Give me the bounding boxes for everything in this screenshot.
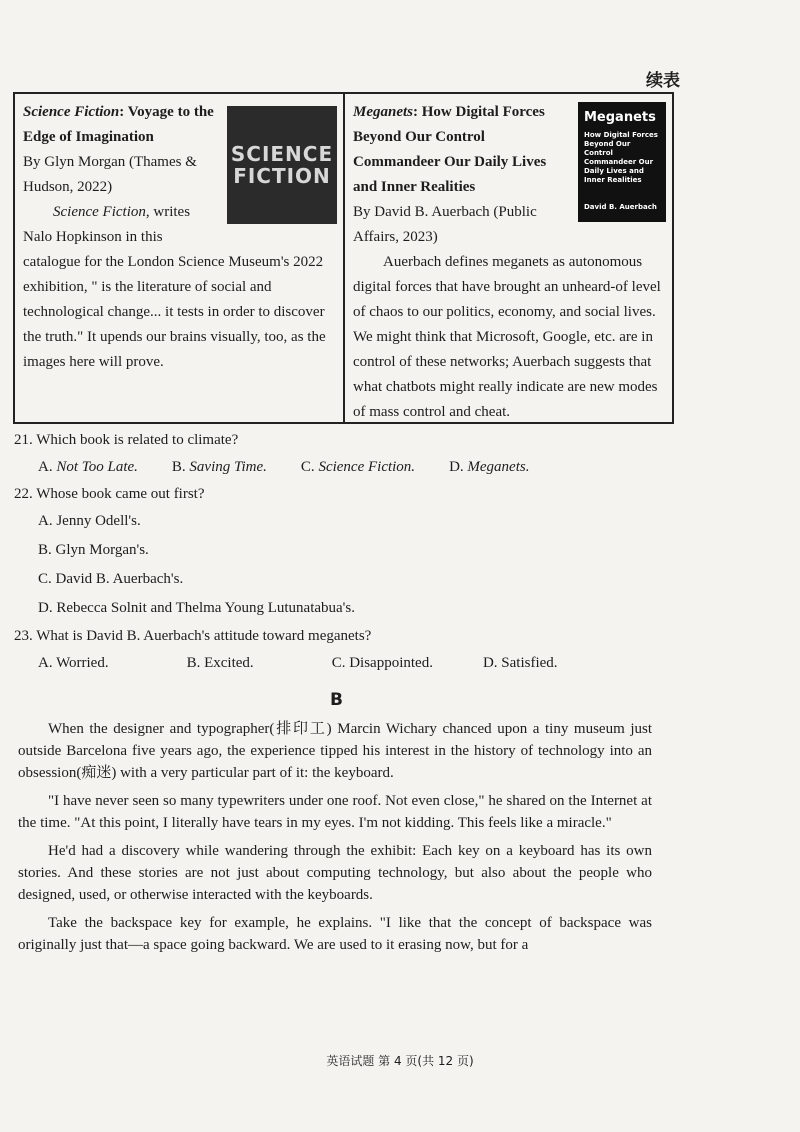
option: [301, 453, 415, 481]
question-stem: 23. What is David B. Auerbach's attitude toward meganets?: [14, 628, 372, 644]
option: [332, 649, 433, 677]
option-letter: C.: [38, 571, 56, 587]
option: [449, 453, 529, 481]
book-review: Auerbach defines meganets as autonomous digital forces that have brought an unheard-of level of chaos to our politics, economy, and social lives. We might think that Microsoft, Google, etc. are in control of these networks; Auerbach suggests that what chatbots might really indicate are new modes of mass control and cheat.: [353, 254, 661, 420]
option-letter: D.: [449, 459, 468, 475]
option-text: Excited.: [204, 655, 254, 671]
option-text: Meganets.: [467, 459, 530, 475]
question-stem: 22. Whose book came out first?: [14, 486, 205, 502]
review-title-italic: Science Fiction: [53, 204, 146, 220]
option-text: Jenny Odell's.: [56, 513, 141, 529]
option-letter: D.: [482, 655, 502, 671]
passage-paragraph: He'd had a discovery while wandering through the exhibit: Each key on a keyboard has its own stories. And these stories are not just about computing technology, but also about the people who designed, used, or otherwise interacted with the keyboards.: [18, 843, 652, 903]
cover-text-line: SCIENCE: [230, 142, 334, 166]
book-subtitle: : Voyage to the Edge of Imagination: [23, 104, 214, 145]
book-byline: By David B. Auerbach (Public Affairs, 2023): [353, 204, 537, 245]
option-text: Glyn Morgan's.: [55, 542, 149, 558]
page-footer: 英语试题 第 4 页(共 12 页): [326, 1054, 474, 1068]
option-text: Satisfied.: [501, 655, 558, 671]
option-letter: B.: [186, 655, 205, 671]
continued-label: 续表: [646, 71, 680, 91]
book-subtitle: : How Digital Forces Beyond Our Control Commandeer Our Daily Lives and Inner Realities: [353, 104, 547, 195]
option-letter: C.: [331, 655, 350, 671]
option-letter: D.: [38, 600, 57, 616]
option-text: Rebecca Solnit and Thelma Young Lutunatabua's.: [56, 600, 355, 616]
option-text: Disappointed.: [349, 655, 433, 671]
options-row: [38, 453, 674, 481]
passage-paragraph: When the designer and typographer(排印工) Marcin Wichary chanced upon a tiny museum just outside Barcelona five years ago, the experience tipped his interest in the history of technology into an obsession(痴迷) with a very particular part of it: the keyboard.: [18, 721, 652, 781]
option-text: Saving Time.: [189, 459, 267, 475]
questions-block: [14, 427, 674, 677]
question-stem: 21. Which book is related to climate?: [14, 432, 239, 448]
option: [483, 649, 558, 677]
cover-subtitle: How Digital Forces Beyond Our Control Commandeer Our Daily Lives and Inner Realities: [584, 131, 658, 184]
cover-title: Meganets: [584, 110, 656, 125]
book-title-italic: Meganets: [353, 104, 413, 120]
book-cell-meganets: [345, 94, 672, 422]
option: [38, 536, 674, 565]
cover-author: David B. Auerbach: [584, 203, 657, 211]
option: [187, 649, 254, 677]
option-letter: C.: [300, 459, 319, 475]
option-text: Worried.: [56, 655, 109, 671]
section-heading: B: [330, 690, 343, 710]
option-letter: A.: [38, 655, 57, 671]
options-row: [38, 649, 674, 677]
passage-paragraph: Take the backspace key for example, he explains. "I like that the concept of backspace was originally just that—a space going backward. We are used to it erasing now, but for a: [18, 915, 652, 953]
option-text: David B. Auerbach's.: [55, 571, 184, 587]
meganets-cover-image: [578, 102, 666, 222]
option-letter: B.: [38, 542, 56, 558]
passage-paragraph: "I have never seen so many typewriters under one roof. Not even close," he shared on the Internet at the time. "At this point, I literally have tears in my eyes. I'm not kidding. This feels like a miracle.": [18, 793, 652, 831]
book-byline: By Glyn Morgan (Thames & Hudson, 2022): [23, 154, 197, 195]
book-review: [23, 200, 337, 375]
option: [38, 649, 109, 677]
option-text: Not Too Late.: [56, 459, 138, 475]
review-text: , writes Nalo Hopkinson in this catalogue for the London Science Museum's 2022 exhibition, " is the literature of social and technological change... it tests in order to discover the truth." It upends our brains visually, too, as the images here will prove.: [23, 204, 326, 370]
option: [38, 565, 674, 594]
passage-b: [18, 718, 652, 962]
cover-text-line: FICTION: [233, 164, 331, 188]
option: [172, 453, 267, 481]
science-fiction-cover-image: [227, 106, 337, 224]
option-letter: A.: [38, 513, 57, 529]
option-letter: A.: [38, 459, 57, 475]
book-title-italic: Science Fiction: [23, 104, 120, 120]
book-table: [13, 92, 674, 424]
option: [38, 453, 138, 481]
option-text: Science Fiction.: [318, 459, 416, 475]
option: [38, 507, 674, 536]
option-letter: B.: [171, 459, 190, 475]
book-cell-science-fiction: [15, 94, 345, 422]
option: [38, 594, 674, 623]
